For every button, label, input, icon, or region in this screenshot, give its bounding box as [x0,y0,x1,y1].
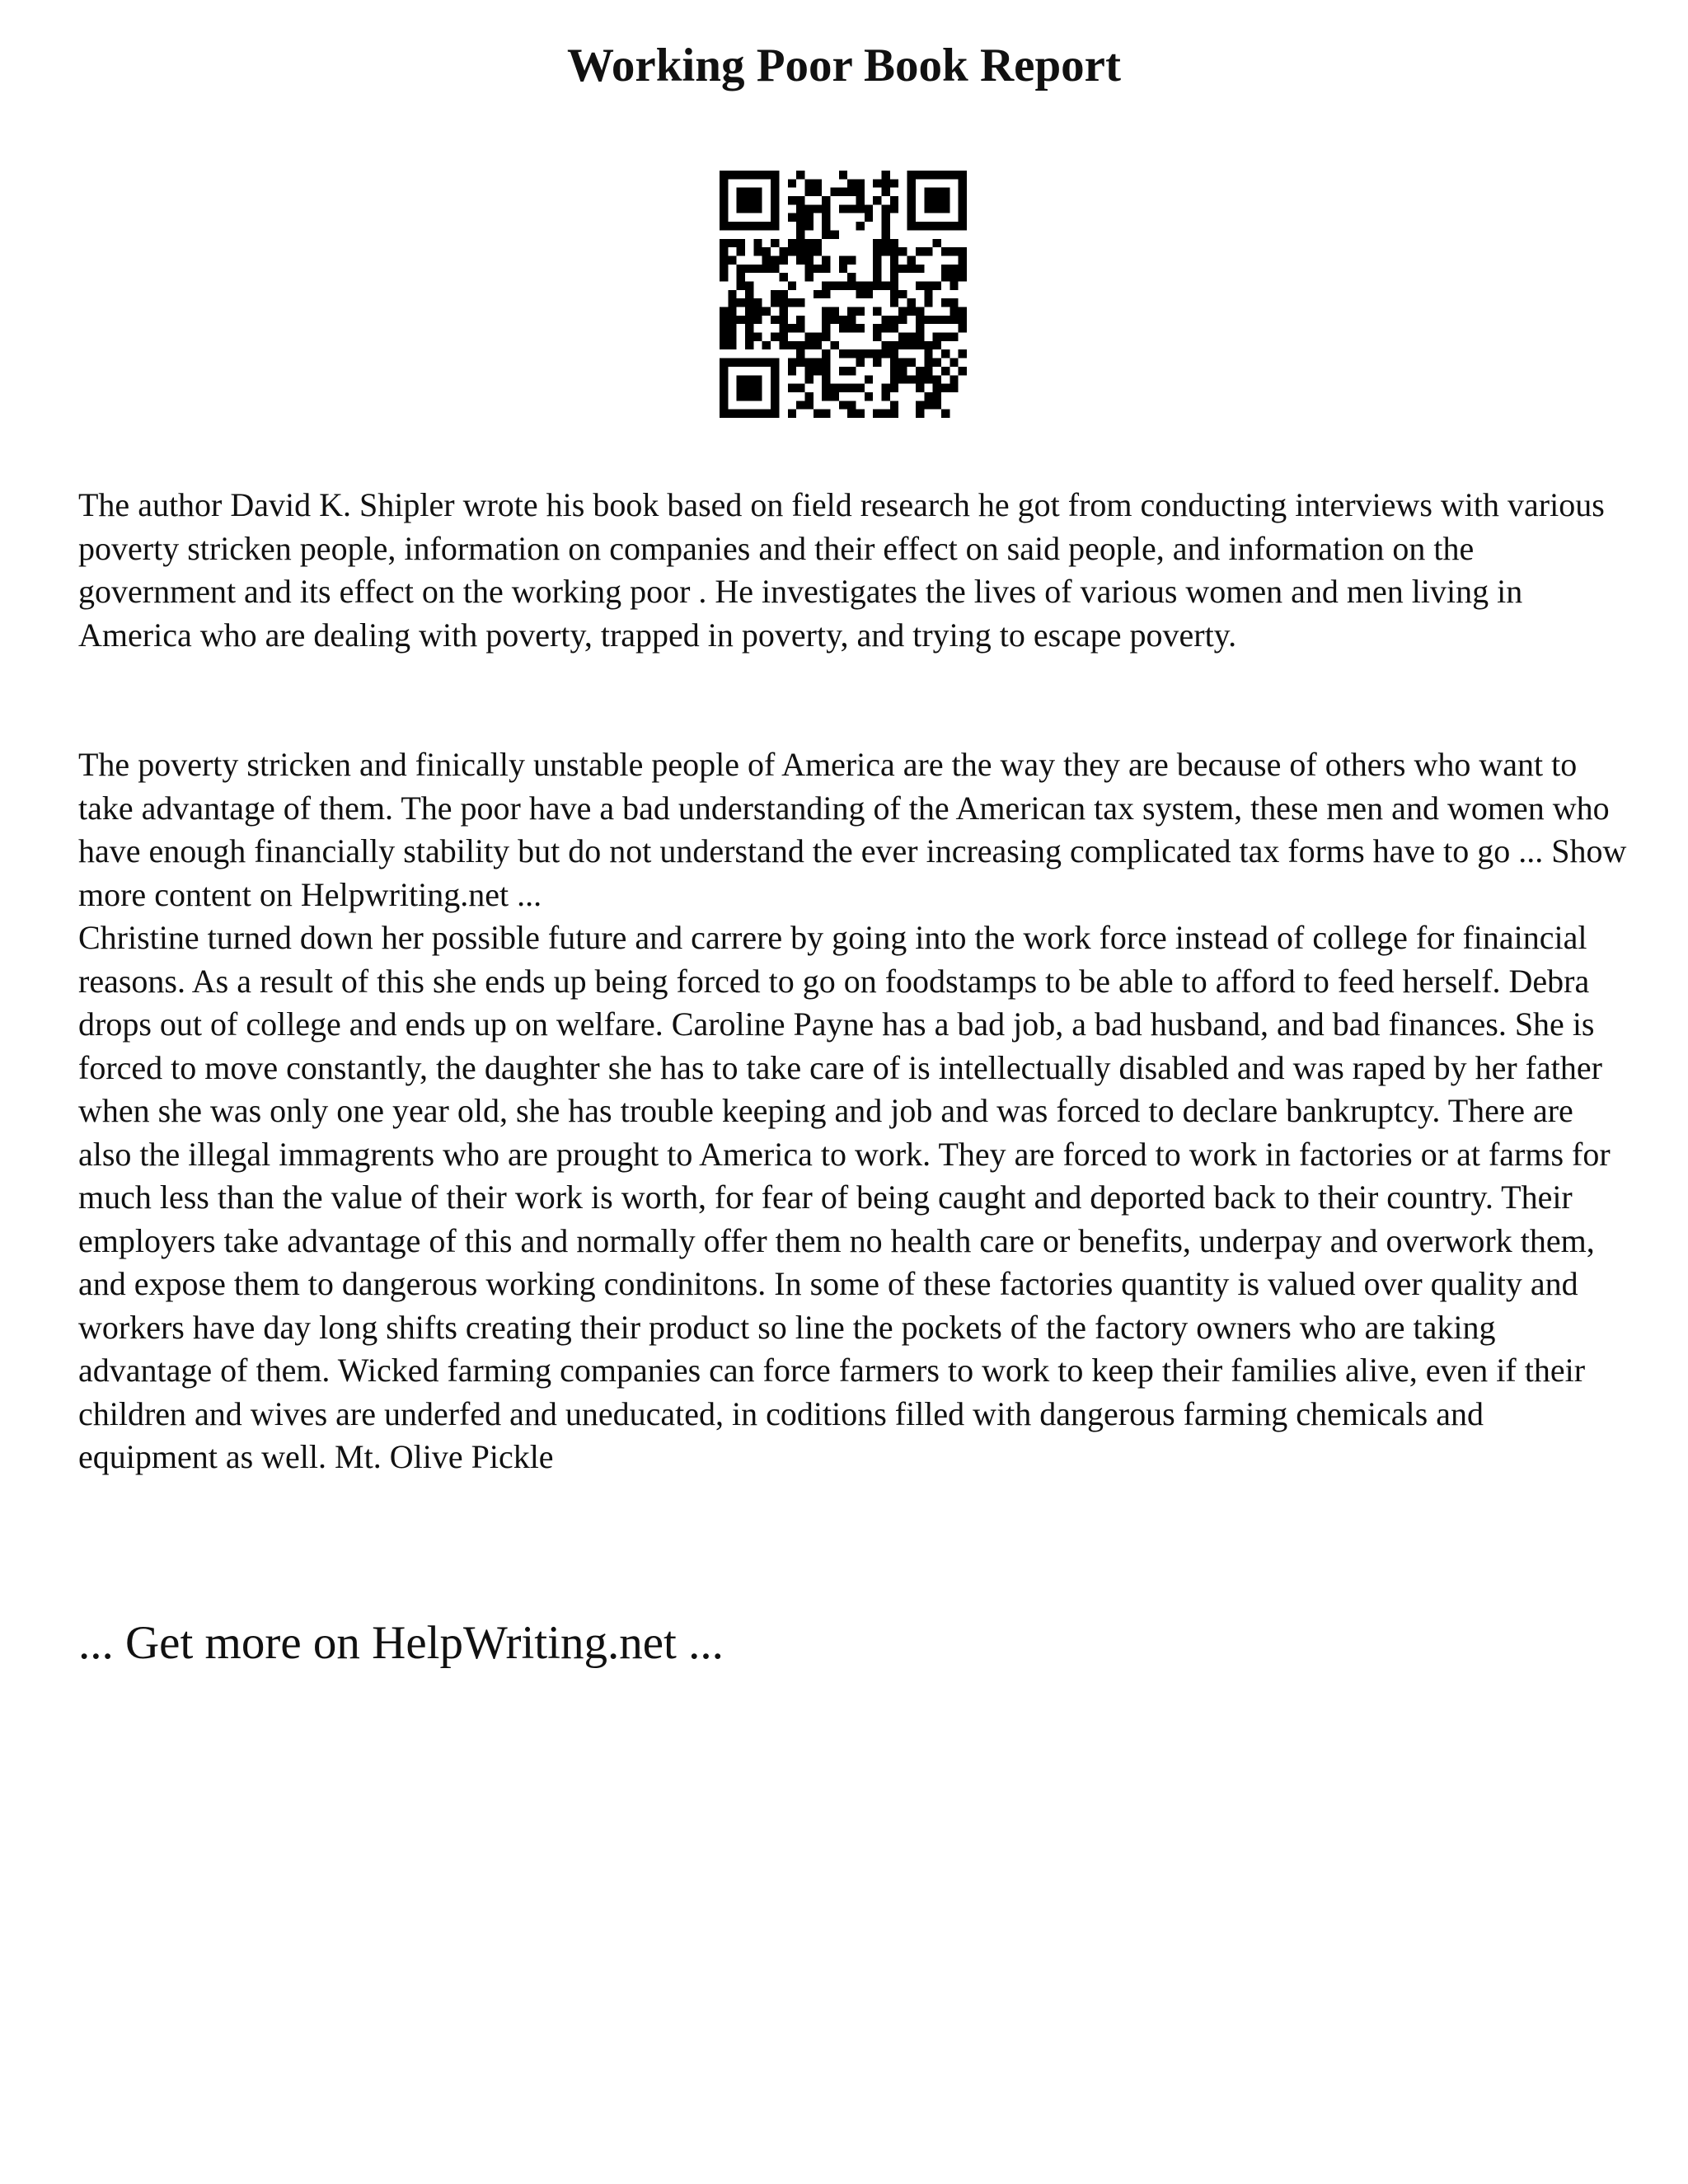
body-paragraph-intro: The author David K. Shipler wrote his book based on field research he got from conducting interviews with various poverty stricken people, information on companies and their effect on said people, and information on the government and its effect on the working poor . He investigates the lives of various women and men living in America who are dealing with poverty, trapped in poverty, and trying to escape poverty. [78,486,1605,654]
qr-code-icon [720,171,967,418]
get-more-link[interactable]: ... Get more on HelpWriting.net ... [78,1617,724,1669]
body-paragraph-stories: Christine turned down her possible future and carrere by going into the work force instead of college for finaincial reasons. As a result of this she ends up being forced to go on foodstamps to be able to afford to feed herself. Debra drops out of college and ends up on welfare. Caroline Payne has a bad job, a bad husband, and bad finances. She is forced to move constantly, the daughter she has to take care of is intellectually disabled and was raped by her father when she was only one year old, she has trouble keeping and job and was forced to declare bankruptcy. There are also the illegal immagrents who are prought to America to work. They are forced to work in factories or at farms for much less than the value of their work is worth, for fear of being caught and deported back to their country. Their employers take advantage of this and normally offer them no health care or benefits, underpay and overwork them, and expose them to dangerous working condinitons. In some of these factories quantity is valued over quality and workers have day long shifts creating their product so line the pockets of the factory owners who are taking advantage of them. Wicked farming companies can force farmers to work to keep their families alive, even if their children and wives are underfed and uneducated, in coditions filled with dangerous farming chemicals and equipment as well. Mt. Olive Pickle [78,919,1611,1475]
page-title: Working Poor Book Report [567,40,1121,91]
body-paragraph-tax: The poverty stricken and finically unstable people of America are the way they are because of others who want to take advantage of them. The poor have a bad understanding of the American tax system, these men and women who have enough financially stability but do not understand the ever increasing complicated tax forms have to go ... Show more content on Helpwriting.net ... [78,746,1627,913]
